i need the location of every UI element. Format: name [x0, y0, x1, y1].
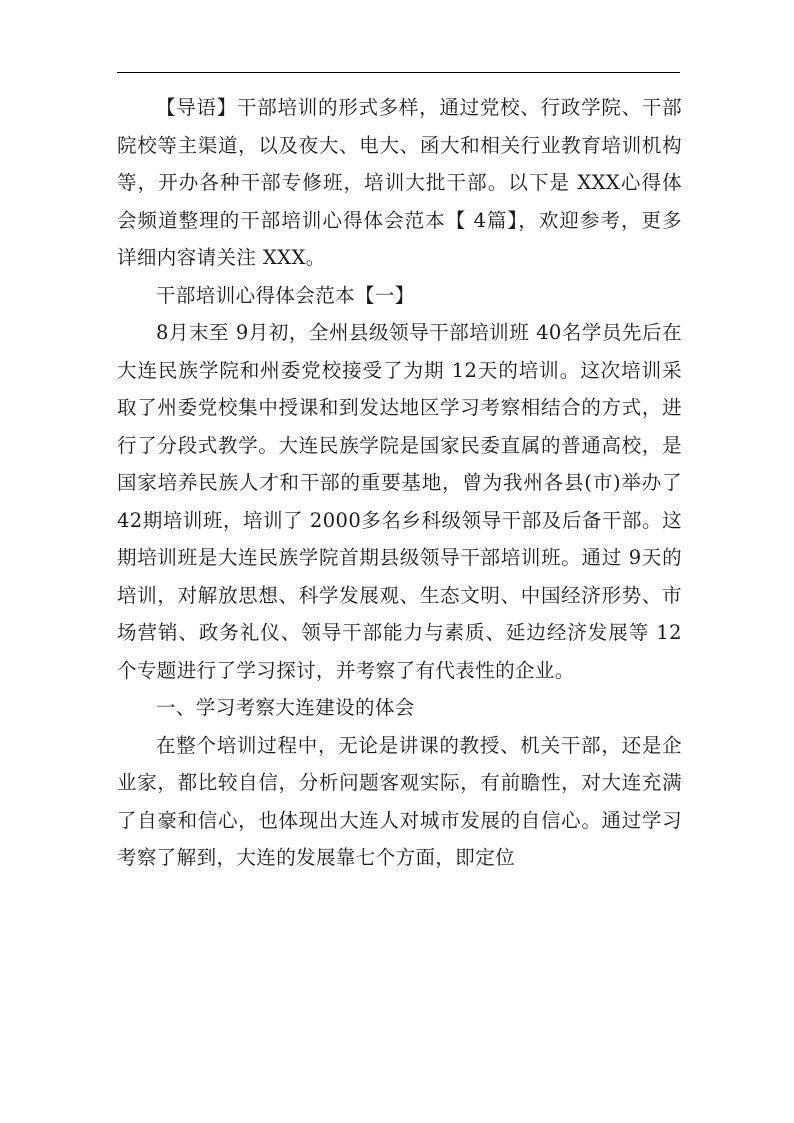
document-body	[117, 89, 682, 877]
section-title-sample-one: 干部培训心得体会范本【一】	[156, 283, 415, 307]
body-paragraph-training-overview: 8月末至 9月初，全州县级领导干部培训班 40名学员先后在大连民族学院和州委党校接受了为期 12天的培训。这次培训采取了州委党校集中授课和到发达地区学习考察相结合的方式，进行了分段式教学。大连民族学院是国家民委直属的普通高校，是国家培养民族人才和干部的重要基地，曾为我州各县(市)举办了 42期培训班，培训了 2000多名乡科级领导干部及后备干部。这期培训班是大连民族学院首期县级领导干部培训班。通过 9天的培训，对解放思想、科学发展观、生态文明、中国经济形势、市场营销、政务礼仪、领导干部能力与素质、延边经济发展等 12个专题进行了学习探讨，并考察了有代表性的企业。	[117, 321, 682, 682]
body-paragraph-dalian-experience: 在整个培训过程中，无论是讲课的教授、机关干部，还是企业家，都比较自信，分析问题客观实际，有前瞻性，对大连充满了自豪和信心，也体现出大连人对城市发展的自信心。通过学习考察了解到，大连的发展靠七个方面，即定位	[117, 733, 682, 869]
header-rule	[117, 72, 680, 73]
intro-paragraph: 【导语】干部培训的形式多样，通过党校、行政学院、干部院校等主渠道，以及夜大、电大、函大和相关行业教育培训机构等，开办各种干部专修班，培训大批干部。以下是 XXX心得体会频道整理的干部培训心得体会范本【 4篇】，欢迎参考，更多详细内容请关注 XXX。	[117, 96, 682, 269]
subsection-heading-dalian: 一、学习考察大连建设的体会	[156, 696, 415, 719]
